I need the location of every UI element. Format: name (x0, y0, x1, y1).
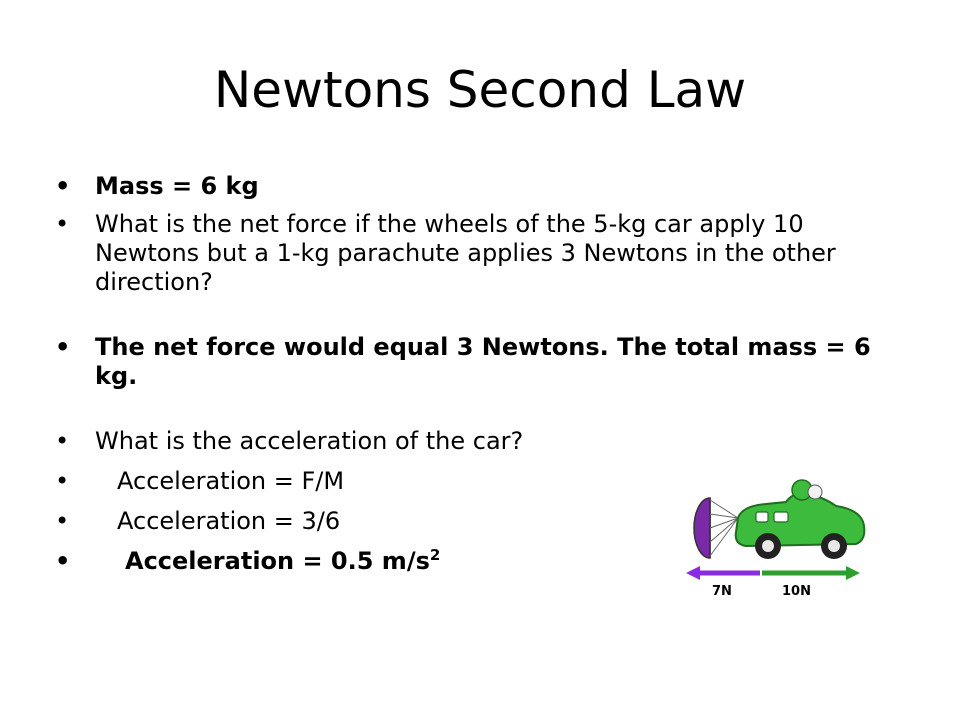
parachute-icon (694, 498, 710, 558)
driver-face-icon (808, 485, 822, 499)
rear-hub-icon (762, 540, 774, 552)
slide-title: Newtons Second Law (213, 61, 747, 119)
parachute-line-2 (710, 514, 738, 518)
bullet-question-acceleration: • What is the acceleration of the car? (55, 427, 885, 456)
substitution-text: Acceleration = 3/6 (117, 507, 341, 535)
bullet-answer-net-force: • The net force would equal 3 Newtons. The total mass = 6 kg. (55, 333, 885, 391)
parachute-line-4 (710, 518, 738, 542)
parachute-line-5 (710, 518, 738, 556)
car-body-icon (736, 493, 865, 546)
right-force-label: 10N (782, 584, 811, 599)
bullet-mass: • Mass = 6 kg (55, 172, 885, 201)
car-parachute-svg (676, 466, 876, 606)
result-exponent: 2 (429, 546, 441, 564)
car-window-2 (774, 512, 788, 522)
right-arrowhead-icon (846, 566, 860, 580)
car-parachute-illustration (676, 466, 876, 606)
result-text: Acceleration = 0.5 m/s (125, 547, 430, 575)
formula-text: Acceleration = F/M (117, 467, 345, 495)
car-window-1 (756, 512, 768, 522)
parachute-line-1 (710, 500, 738, 518)
left-arrowhead-icon (686, 566, 700, 580)
bullet-question-net-force: • What is the net force if the wheels of the 5-kg car apply 10 Newtons but a 1-kg parachute applies 3 Newtons in the other direction? (55, 210, 885, 297)
front-hub-icon (828, 540, 840, 552)
left-force-label: 7N (712, 584, 732, 599)
